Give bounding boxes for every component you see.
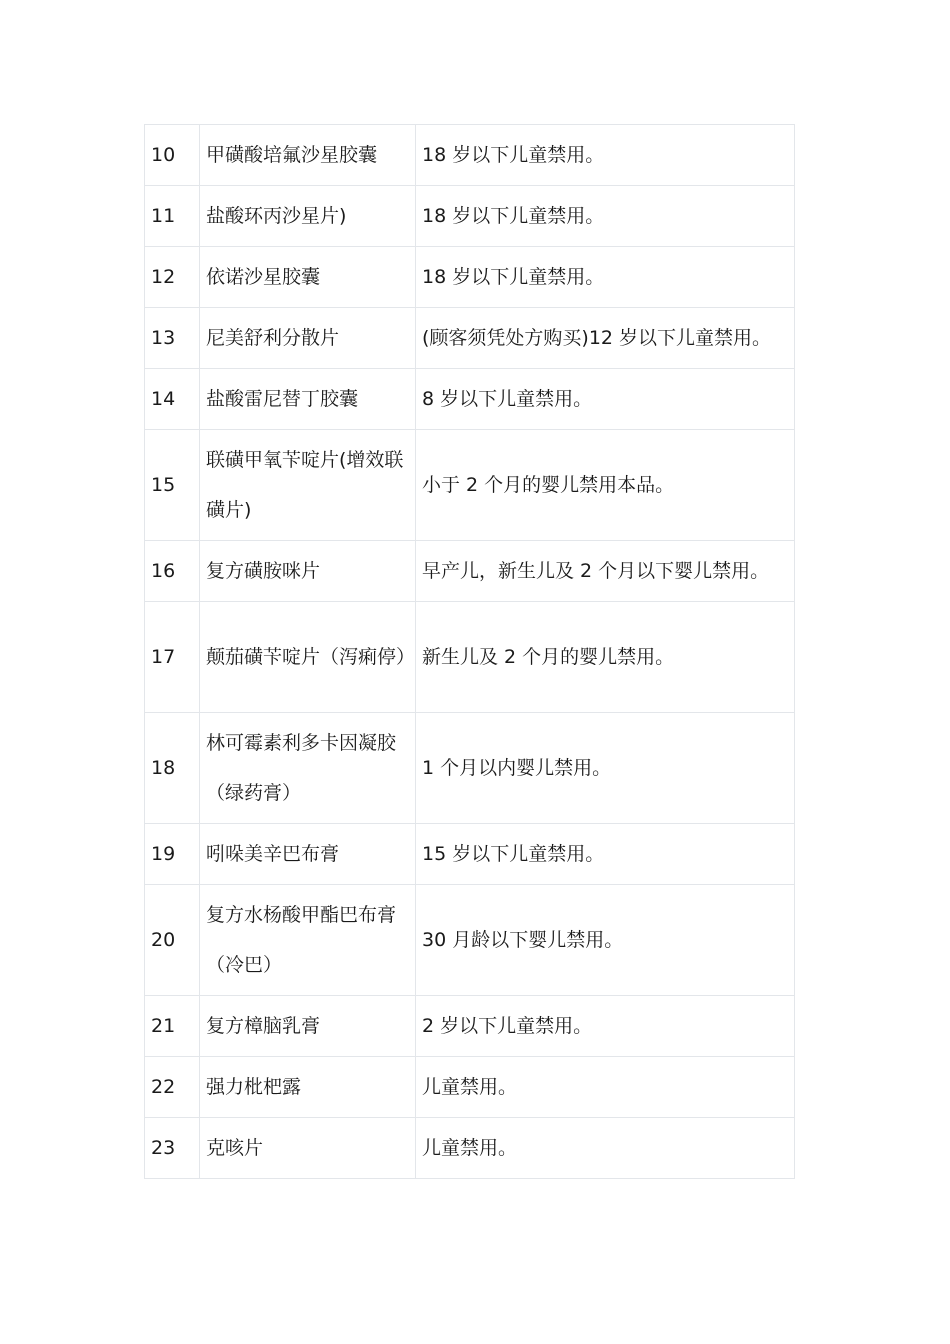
- restriction-note: 小于 2 个月的婴儿禁用本品。: [416, 430, 795, 541]
- table-row: [145, 602, 795, 713]
- table-row: [145, 186, 795, 247]
- table-row: [145, 1057, 795, 1118]
- table-row: [145, 885, 795, 996]
- row-number: 16: [145, 541, 200, 602]
- row-number: 21: [145, 996, 200, 1057]
- table-row: [145, 308, 795, 369]
- row-number: 18: [145, 713, 200, 824]
- table-row: [145, 430, 795, 541]
- restriction-note: 1 个月以内婴儿禁用。: [416, 713, 795, 824]
- table-row: [145, 1118, 795, 1179]
- restriction-note: 儿童禁用。: [416, 1057, 795, 1118]
- drug-name: 盐酸环丙沙星片): [200, 186, 416, 247]
- restriction-note: 2 岁以下儿童禁用。: [416, 996, 795, 1057]
- table-row: [145, 713, 795, 824]
- row-number: 23: [145, 1118, 200, 1179]
- restriction-note: 早产儿，新生儿及 2 个月以下婴儿禁用。: [416, 541, 795, 602]
- drug-name: 复方樟脑乳膏: [200, 996, 416, 1057]
- row-number: 22: [145, 1057, 200, 1118]
- drug-name: 林可霉素利多卡因凝胶（绿药膏）: [200, 713, 416, 824]
- restriction-note: 30 月龄以下婴儿禁用。: [416, 885, 795, 996]
- table-row: [145, 996, 795, 1057]
- row-number: 19: [145, 824, 200, 885]
- drug-name: 依诺沙星胶囊: [200, 247, 416, 308]
- drug-name: 强力枇杷露: [200, 1057, 416, 1118]
- row-number: 11: [145, 186, 200, 247]
- restriction-note: 新生儿及 2 个月的婴儿禁用。: [416, 602, 795, 713]
- drug-name: 复方水杨酸甲酯巴布膏（冷巴）: [200, 885, 416, 996]
- drug-name: 吲哚美辛巴布膏: [200, 824, 416, 885]
- table-row: [145, 824, 795, 885]
- restriction-note: 18 岁以下儿童禁用。: [416, 247, 795, 308]
- drug-restriction-table: [144, 124, 795, 1179]
- restriction-note: 18 岁以下儿童禁用。: [416, 125, 795, 186]
- row-number: 20: [145, 885, 200, 996]
- drug-name: 盐酸雷尼替丁胶囊: [200, 369, 416, 430]
- row-number: 13: [145, 308, 200, 369]
- row-number: 14: [145, 369, 200, 430]
- row-number: 12: [145, 247, 200, 308]
- table-row: [145, 541, 795, 602]
- drug-name: 联磺甲氧苄啶片(增效联磺片): [200, 430, 416, 541]
- restriction-note: 8 岁以下儿童禁用。: [416, 369, 795, 430]
- drug-name: 甲磺酸培氟沙星胶囊: [200, 125, 416, 186]
- drug-name: 克咳片: [200, 1118, 416, 1179]
- table-row: [145, 247, 795, 308]
- table-row: [145, 369, 795, 430]
- row-number: 17: [145, 602, 200, 713]
- row-number: 15: [145, 430, 200, 541]
- drug-name: 颠茄磺苄啶片（泻痢停）: [200, 602, 416, 713]
- restriction-note: 18 岁以下儿童禁用。: [416, 186, 795, 247]
- restriction-note: 儿童禁用。: [416, 1118, 795, 1179]
- restriction-note: (顾客须凭处方购买)12 岁以下儿童禁用。: [416, 308, 795, 369]
- restriction-note: 15 岁以下儿童禁用。: [416, 824, 795, 885]
- row-number: 10: [145, 125, 200, 186]
- drug-name: 复方磺胺咪片: [200, 541, 416, 602]
- drug-name: 尼美舒利分散片: [200, 308, 416, 369]
- table-row: [145, 125, 795, 186]
